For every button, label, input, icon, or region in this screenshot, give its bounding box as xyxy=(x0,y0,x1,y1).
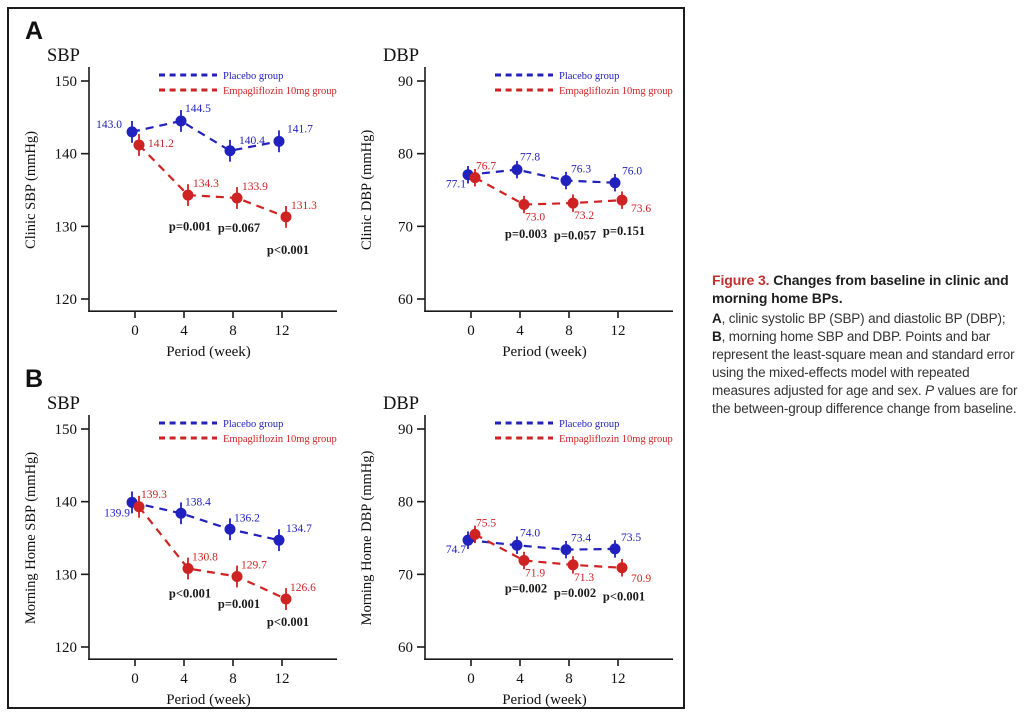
data-point xyxy=(134,501,145,512)
point-value-label: 130.8 xyxy=(192,551,218,564)
y-tick-label: 130 xyxy=(54,567,77,584)
x-tick-label: 12 xyxy=(610,671,626,687)
legend-label-placebo: Placebo group xyxy=(559,71,620,82)
legend-label-empagliflozin: Empagliflozin 10mg group xyxy=(559,434,673,445)
y-tick-label: 150 xyxy=(54,74,77,90)
point-value-label: 71.3 xyxy=(574,571,595,584)
point-value-label: 134.7 xyxy=(286,523,312,536)
caption-panel-b-ref: B xyxy=(712,328,722,344)
y-tick-label: 60 xyxy=(398,640,413,656)
caption-title xyxy=(712,272,1020,308)
x-tick-label: 4 xyxy=(516,671,524,687)
series-line xyxy=(475,534,622,567)
x-tick-label: 12 xyxy=(274,671,290,687)
p-value-label: p=0.002 xyxy=(553,585,597,600)
point-value-label: 71.9 xyxy=(525,567,546,580)
data-point xyxy=(232,192,243,203)
y-axis-label: Clinic DBP (mmHg) xyxy=(359,129,375,251)
x-tick-label: 0 xyxy=(131,323,139,339)
data-point xyxy=(176,115,187,126)
p-value-label: p=0.001 xyxy=(168,219,212,234)
point-value-label: 73.5 xyxy=(621,531,642,544)
p-value-label: p=0.001 xyxy=(217,596,261,611)
point-value-label: 138.4 xyxy=(185,496,211,509)
p-value-label: p<0.001 xyxy=(602,589,646,604)
data-point xyxy=(134,139,145,150)
p-value-label: p=0.002 xyxy=(504,581,548,596)
y-tick-label: 80 xyxy=(398,494,413,511)
point-value-label: 76.3 xyxy=(571,163,592,176)
panel-a-label: A xyxy=(25,17,44,45)
series-placebo xyxy=(96,103,313,162)
point-value-label: 73.6 xyxy=(631,203,652,216)
y-tick-label: 140 xyxy=(54,146,77,163)
x-tick-label: 8 xyxy=(565,671,573,687)
data-point xyxy=(183,190,194,201)
y-tick-label: 90 xyxy=(398,422,413,438)
data-point xyxy=(610,543,621,554)
legend xyxy=(495,71,673,97)
point-value-label: 73.2 xyxy=(574,210,595,223)
data-point xyxy=(232,571,243,582)
y-tick-label: 80 xyxy=(398,146,413,163)
data-point xyxy=(274,535,285,546)
data-point xyxy=(568,198,579,209)
clinic-sbp-chart xyxy=(11,11,347,359)
point-value-label: 140.4 xyxy=(239,134,265,147)
x-axis-label: Period (week) xyxy=(502,692,587,708)
caption-body xyxy=(712,310,1020,418)
point-value-label: 73.4 xyxy=(571,532,592,545)
legend-label-placebo: Placebo group xyxy=(559,419,620,430)
x-axis-label: Period (week) xyxy=(166,344,251,360)
legend-label-empagliflozin: Empagliflozin 10mg group xyxy=(223,86,337,97)
panel-b-label: B xyxy=(25,365,44,393)
data-point xyxy=(281,594,292,605)
point-value-label: 141.7 xyxy=(287,123,313,136)
x-tick-label: 4 xyxy=(180,323,188,339)
point-value-label: 77.1 xyxy=(445,178,466,191)
y-tick-label: 70 xyxy=(398,219,413,236)
data-point xyxy=(617,195,628,206)
point-value-label: 129.7 xyxy=(241,559,267,572)
point-value-label: 75.5 xyxy=(476,517,497,530)
data-point xyxy=(183,563,194,574)
point-value-label: 126.6 xyxy=(290,582,316,595)
point-value-label: 143.0 xyxy=(96,118,122,131)
p-value-label: p<0.001 xyxy=(266,242,310,257)
series-empagliflozin xyxy=(470,517,652,584)
data-point xyxy=(274,136,285,147)
p-value-label: p=0.151 xyxy=(602,224,646,239)
data-point xyxy=(225,145,236,156)
legend-label-placebo: Placebo group xyxy=(223,71,284,82)
p-value-label: p=0.067 xyxy=(217,221,261,236)
chart-title: SBP xyxy=(47,394,80,414)
legend xyxy=(159,71,337,97)
caption-panel-a-ref: A xyxy=(712,310,722,326)
y-tick-label: 150 xyxy=(54,422,77,438)
caption-p-ref: P xyxy=(925,382,934,398)
y-tick-label: 130 xyxy=(54,219,77,236)
data-point xyxy=(519,199,530,210)
legend-label-empagliflozin: Empagliflozin 10mg group xyxy=(559,86,673,97)
data-point xyxy=(610,177,621,188)
x-tick-label: 8 xyxy=(229,323,237,339)
y-tick-label: 90 xyxy=(398,74,413,90)
y-axis-label: Morning Home DBP (mmHg) xyxy=(359,450,375,626)
caption-title-text: Changes from baseline in clinic and morning home BPs. xyxy=(712,272,1009,306)
x-axis-label: Period (week) xyxy=(166,692,251,708)
legend xyxy=(159,419,337,445)
data-point xyxy=(617,562,628,573)
point-value-label: 70.9 xyxy=(631,572,652,585)
chart-title: DBP xyxy=(383,46,419,66)
chart-title: DBP xyxy=(383,394,419,414)
morning-home-dbp-chart xyxy=(347,359,683,707)
x-tick-label: 0 xyxy=(131,671,139,687)
series-empagliflozin xyxy=(134,489,317,610)
legend-label-empagliflozin: Empagliflozin 10mg group xyxy=(223,434,337,445)
caption-figure-number: Figure 3. xyxy=(712,272,770,288)
point-value-label: 131.3 xyxy=(291,199,317,212)
caption-text-2: , morning home SBP and DBP. Points and bar represent the least-square mean and standard error using the mixed-effects model with repeated measures adjusted for age and sex. xyxy=(712,328,1015,398)
point-value-label: 77.8 xyxy=(520,151,541,164)
data-point xyxy=(470,172,481,183)
y-tick-label: 60 xyxy=(398,292,413,308)
data-point xyxy=(568,559,579,570)
point-value-label: 139.3 xyxy=(141,488,167,501)
y-tick-label: 120 xyxy=(54,640,77,656)
figure-panel-box xyxy=(7,7,685,709)
data-point xyxy=(519,555,530,566)
data-point xyxy=(470,529,481,540)
y-axis-label: Morning Home SBP (mmHg) xyxy=(23,451,39,625)
y-tick-label: 120 xyxy=(54,292,77,308)
data-point xyxy=(176,508,187,519)
legend-label-placebo: Placebo group xyxy=(223,419,284,430)
clinic-dbp-chart xyxy=(347,11,683,359)
p-value-label: p=0.003 xyxy=(504,226,548,241)
figure-caption xyxy=(712,272,1020,418)
data-point xyxy=(225,524,236,535)
point-value-label: 134.3 xyxy=(193,178,219,191)
x-tick-label: 8 xyxy=(229,671,237,687)
point-value-label: 133.9 xyxy=(242,180,268,193)
point-value-label: 74.7 xyxy=(445,544,466,557)
y-axis-label: Clinic SBP (mmHg) xyxy=(23,131,39,249)
p-value-label: p=0.057 xyxy=(553,228,597,243)
p-value-label: p<0.001 xyxy=(168,586,212,601)
y-tick-label: 140 xyxy=(54,494,77,511)
point-value-label: 74.0 xyxy=(520,527,541,540)
data-point xyxy=(561,175,572,186)
point-value-label: 76.7 xyxy=(476,160,497,173)
y-tick-label: 70 xyxy=(398,567,413,584)
x-tick-label: 0 xyxy=(467,323,475,339)
data-point xyxy=(512,540,523,551)
x-tick-label: 12 xyxy=(274,323,290,339)
point-value-label: 73.0 xyxy=(525,211,546,224)
x-tick-label: 12 xyxy=(610,323,626,339)
x-tick-label: 4 xyxy=(180,671,188,687)
morning-home-sbp-chart xyxy=(11,359,347,707)
point-value-label: 76.0 xyxy=(622,165,643,178)
series-placebo xyxy=(104,488,312,551)
point-value-label: 139.9 xyxy=(104,507,130,520)
data-point xyxy=(512,164,523,175)
chart-title: SBP xyxy=(47,46,80,66)
x-tick-label: 0 xyxy=(467,671,475,687)
point-value-label: 136.2 xyxy=(234,512,260,525)
data-point xyxy=(127,126,138,137)
data-point xyxy=(561,544,572,555)
data-point xyxy=(281,211,292,222)
x-tick-label: 8 xyxy=(565,323,573,339)
x-tick-label: 4 xyxy=(516,323,524,339)
point-value-label: 141.2 xyxy=(148,137,174,150)
legend xyxy=(495,419,673,445)
x-axis-label: Period (week) xyxy=(502,344,587,360)
p-value-label: p<0.001 xyxy=(266,614,310,629)
caption-text-1: , clinic systolic BP (SBP) and diastolic BP (DBP); xyxy=(721,310,1006,326)
caption-text-3: values are for the between-group difference change from baseline. xyxy=(712,382,1018,416)
point-value-label: 144.5 xyxy=(185,102,211,115)
